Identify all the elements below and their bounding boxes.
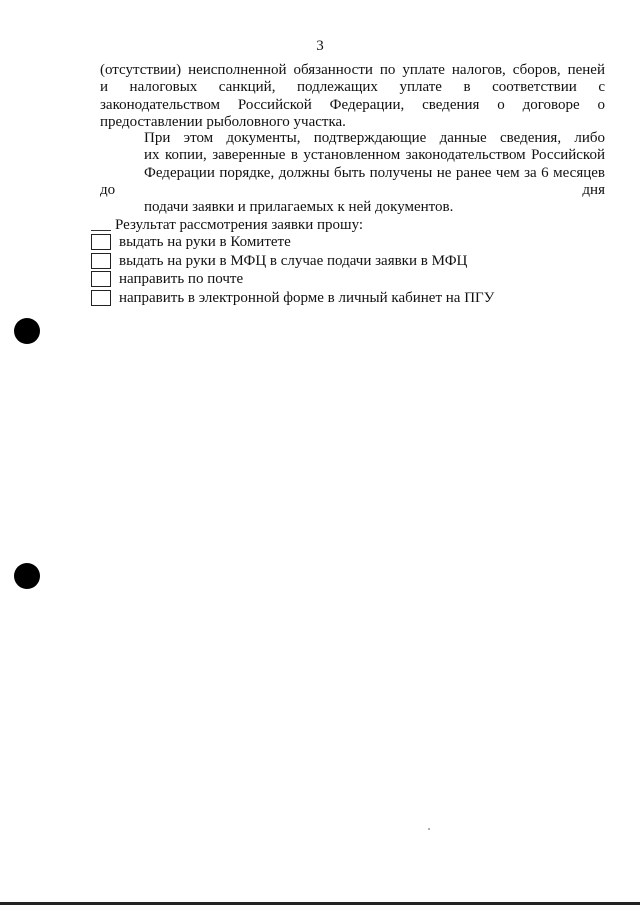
option-send-electronic[interactable]	[91, 289, 571, 308]
checkbox[interactable]	[91, 290, 111, 306]
paragraph-tax-obligations	[100, 62, 605, 131]
option-label: выдать на руки в МФЦ в случае подачи заявки в МФЦ	[119, 252, 468, 269]
text-line: подачи заявки и прилагаемых к ней документов.	[144, 199, 454, 216]
result-options-list	[91, 233, 571, 307]
page-number: 3	[316, 38, 324, 54]
text-line: их копии, заверенные в установленном законодательством Российской	[144, 147, 605, 164]
result-request-intro: Результат рассмотрения заявки прошу:	[115, 217, 364, 233]
checkbox[interactable]	[91, 253, 111, 269]
checkbox[interactable]	[91, 234, 111, 250]
text-line: (отсутствии) неисполненной обязанности по уплате налогов, сборов, пеней	[100, 62, 605, 78]
option-send-by-mail[interactable]	[91, 270, 571, 289]
punch-hole	[14, 318, 40, 344]
option-label: выдать на руки в Комитете	[119, 234, 291, 251]
scan-speck	[428, 828, 430, 830]
option-issue-at-committee[interactable]	[91, 233, 571, 252]
text-line: законодательством Российской Федерации, сведения о договоре о	[100, 96, 605, 113]
checkbox-top-line	[91, 230, 111, 231]
option-label: направить по почте	[119, 271, 244, 288]
text-line: Федерации порядке, должны быть получены не ранее чем за 6 месяцев до дня	[100, 164, 605, 198]
option-label: направить в электронной форме в личный кабинет на ПГУ	[119, 289, 495, 306]
punch-hole	[14, 563, 40, 589]
checkbox[interactable]	[91, 271, 111, 287]
text-line: и налоговых санкций, подлежащих уплате в соответствии с	[100, 79, 605, 96]
text-line: При этом документы, подтверждающие данные сведения, либо	[144, 130, 605, 146]
paragraph-documents-validity	[100, 130, 605, 216]
text-line: предоставлении рыболовного участка.	[100, 113, 346, 130]
option-issue-at-mfc[interactable]	[91, 252, 571, 271]
